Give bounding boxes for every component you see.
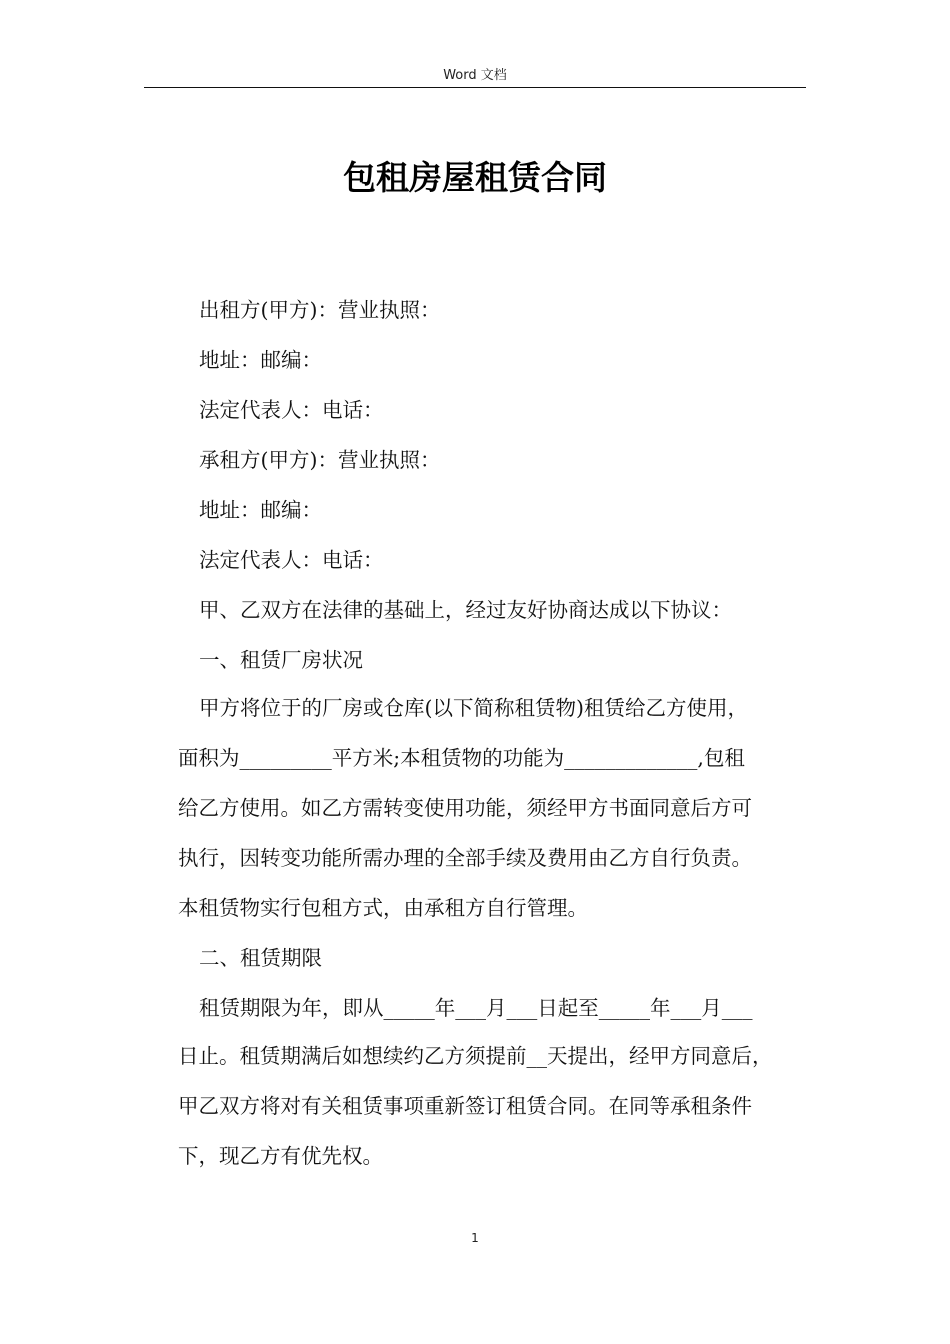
section-2-heading: 二、租赁期限: [199, 946, 322, 970]
section-2-paragraph-line: 租赁期限为年，即从_____年___月___日起至_____年___月___: [199, 996, 753, 1020]
section-1-paragraph-line: 甲方将位于的厂房或仓库(以下简称租赁物)租赁给乙方使用，: [199, 696, 748, 720]
lessor-address-line: 地址：邮编：: [199, 348, 322, 372]
lessee-line: 承租方(甲方)：营业执照：: [199, 448, 441, 472]
lessee-representative-line: 法定代表人：电话：: [199, 548, 384, 572]
lessor-representative-line: 法定代表人：电话：: [199, 398, 384, 422]
lessor-line: 出租方(甲方)：营业执照：: [199, 298, 441, 322]
section-1-paragraph-line: 给乙方使用。如乙方需转变使用功能，须经甲方书面同意后方可: [178, 796, 752, 820]
section-2-paragraph-line: 下，现乙方有优先权。: [178, 1144, 383, 1168]
section-1-paragraph-line: 执行，因转变功能所需办理的全部手续及费用由乙方自行负责。: [178, 846, 752, 870]
page-header-label: Word 文档: [443, 68, 507, 83]
section-2-paragraph-line: 甲乙双方将对有关租赁事项重新签订租赁合同。在同等承租条件: [178, 1094, 752, 1118]
section-1-paragraph-line: 面积为_________平方米;本租赁物的功能为_____________,包租: [178, 746, 745, 770]
page-number: 1: [471, 1231, 479, 1245]
lessee-address-line: 地址：邮编：: [199, 498, 322, 522]
section-1-paragraph-line: 本租赁物实行包租方式，由承租方自行管理。: [178, 896, 588, 920]
agreement-intro-line: 甲、乙双方在法律的基础上，经过友好协商达成以下协议：: [199, 598, 732, 622]
section-1-heading: 一、租赁厂房状况: [199, 648, 363, 672]
section-2-paragraph-line: 日止。租赁期满后如想续约乙方须提前__天提出，经甲方同意后，: [178, 1044, 773, 1068]
document-title: 包租房屋租赁合同: [343, 158, 607, 197]
header-divider: [144, 87, 806, 88]
